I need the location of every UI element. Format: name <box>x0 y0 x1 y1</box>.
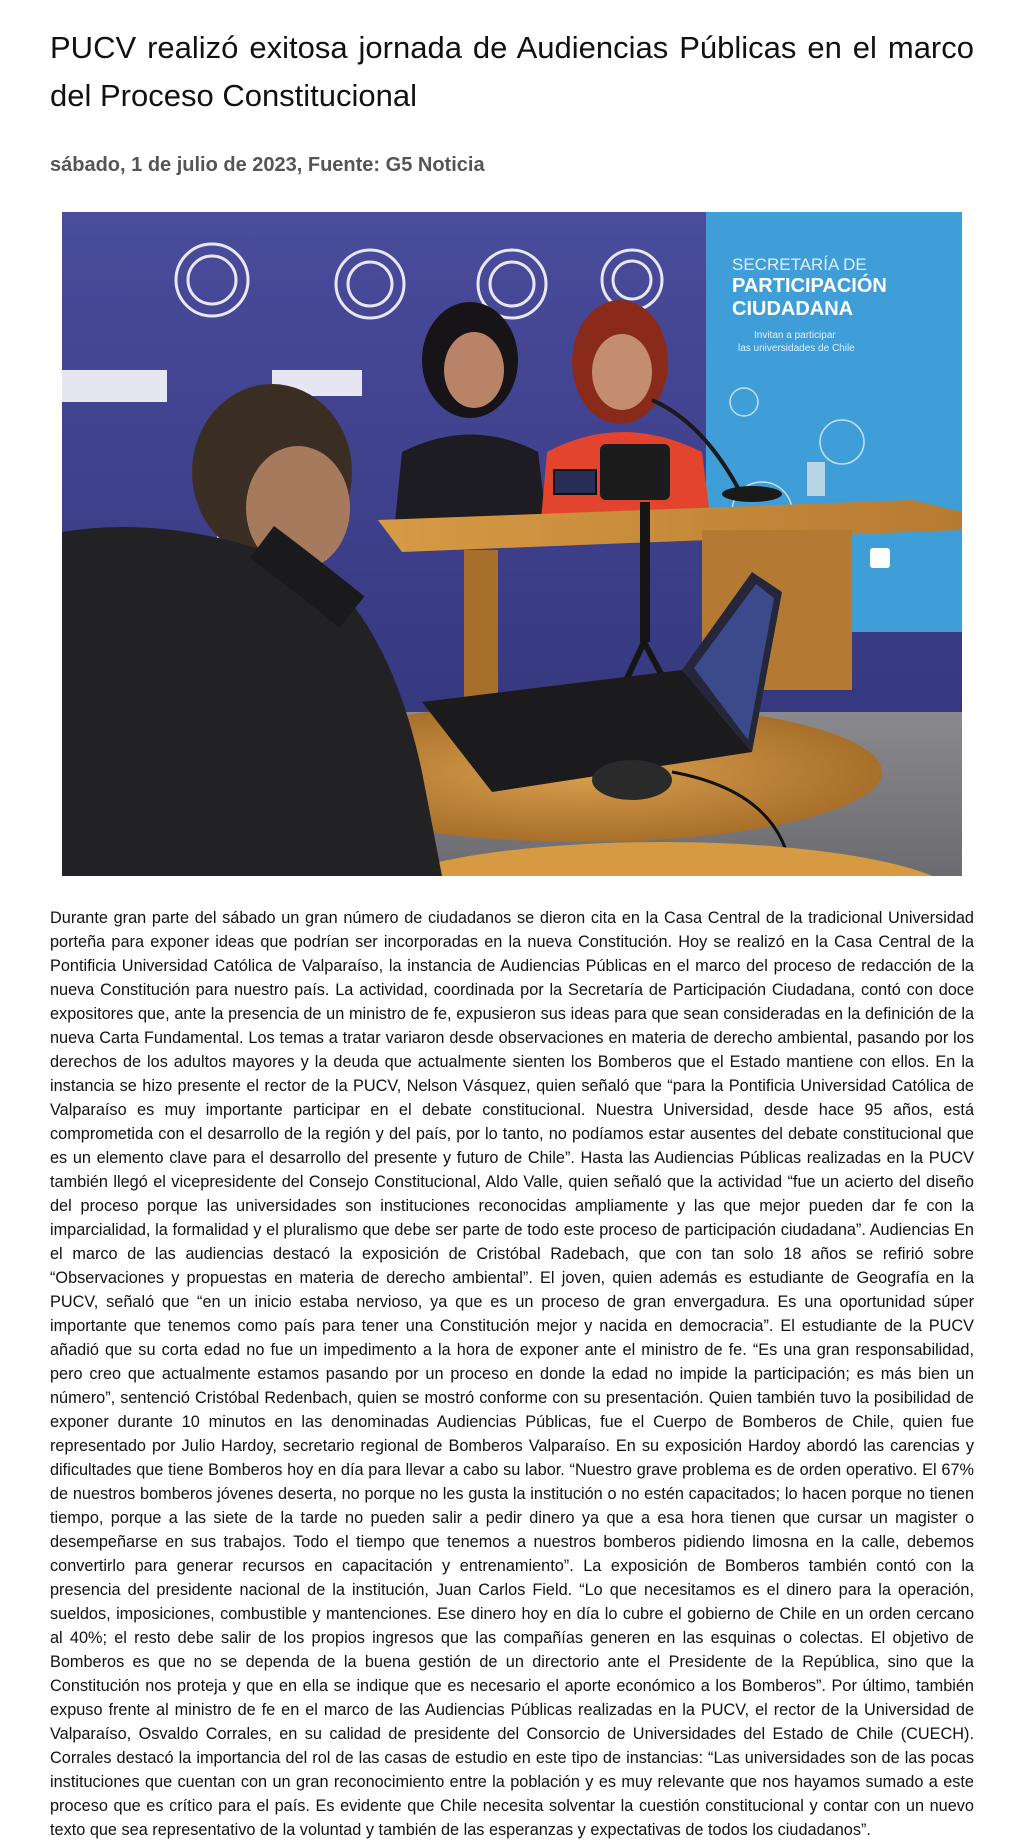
banner-line-3: CIUDADANA <box>732 298 854 320</box>
article-photo <box>62 212 962 876</box>
banner-sub-2: las universidades de Chile <box>738 343 855 354</box>
article-body: Durante gran parte del sábado un gran número de ciudadanos se dieron cita en la Casa Central de la tradicional Universidad porteña para exponer ideas que podrían ser incorporadas en la nueva Constitución. Hoy se realizó en la Casa Central de la Pontificia Universidad Católica de Valparaíso, la instancia de Audiencias Públicas en el marco del proceso de redacción de la nueva Constitución para nuestro país. La actividad, coordinada por la Secretaría de Participación Ciudadana, contó con doce expositores que, ante la presencia de un ministro de fe, expusieron sus ideas para que sean consideradas en la definición de la nueva Carta Fundamental. Los temas a tratar variaron desde observaciones en materia de derecho ambiental, pasando por los derechos de los adultos mayores y la deuda que actualmente sienten los Bomberos que el Estado mantiene con ellos. En la instancia se hizo presente el rector de la PUCV, Nelson Vásquez, quien señaló que “para la Pontificia Universidad Católica de Valparaíso es muy importante participar en el debate constitucional. Nuestra Universidad, desde hace 95 años, está comprometida con el desarrollo de la región y del país, por lo tanto, no podíamos estar ausentes del debate constitucional que es un elemento clave para el desarrollo del presente y futuro de Chile”. Hasta las Audiencias Públicas realizadas en la PUCV también llegó el vicepresidente del Consejo Constitucional, Aldo Valle, quien señaló que la actividad “fue un acierto del diseño del proceso porque las universidades son instituciones reconocidas ampliamente y las que mejor pueden dar fe con la imparcialidad, la formalidad y el pluralismo que debe ser parte de todo este proceso de participación ciudadana”. Audiencias En el marco de las audiencias destacó la exposición de Cristóbal Radebach, que con tan solo 18 años se refirió sobre “Observaciones y propuestas en materia de derecho ambiental”. El joven, quien además es estudiante de Geografía en la PUCV, señaló que “en un inicio estaba nervioso, ya que es un proceso de gran envergadura. Es una oportunidad súper importante que tenemos como país para tener una Constitución mejor y nacida en democracia”. El estudiante de la PUCV añadió que su corta edad no fue un impedimento a la hora de exponer ante el ministro de fe. “Es una gran responsabilidad, pero creo que actualmente estamos pasando por un proceso en donde la edad no impide la participación; es más bien un número”, sentenció Cristóbal Redenbach, quien se mostró conforme con su presentación. Quien también tuvo la posibilidad de exponer durante 10 minutos en las denominadas Audiencias Públicas, fue el Cuerpo de Bomberos de Chile, quien fue representado por Julio Hardoy, secretario regional de Bomberos Valparaíso. En su exposición Hardoy abordó las carencias y dificultades que tiene Bomberos hoy en día para llevar a cabo su labor. “Nuestro grave problema es de orden operativo. El 67% de nuestros bomberos jóvenes deserta, no porque no les gusta la institución o no estén capacitados; lo hacen porque no tienen tiempo, porque a las siete de la tarde no pueden salir a pedir dinero ya que a esa hora tienen que cursar un magister o desempeñarse en sus trabajos. Todo el tiempo que tenemos a nuestros bomberos pidiendo limosna en la calle, debemos convertirlo para generar recursos en capacitación y entrenamiento”. La exposición de Bomberos también contó con la presencia del presidente nacional de la institución, Juan Carlos Field. “Lo que necesitamos es el dinero para la operación, sueldos, imposiciones, combustible y mantenciones. Ese dinero hoy en día lo cubre el gobierno de Chile en un orden cercano al 40%; el resto debe salir de los propios ingresos que las compañías generen en las esquinas o colectas. El objetivo de Bomberos es que no se dependa de la buena gestión de un directorio ante el Presidente de la República, sino que la Constitución nos proteja y que en ella se indique que es necesario el aporte económico a los Bomberos”. Por último, también expuso frente al ministro de fe en el marco de las Audiencias Públicas realizadas en la PUCV, el rector de la Universidad de Valparaíso, Osvaldo Corrales, en su calidad de presidente del Consorcio de Universidades del Estado de Chile (CUECH). Corrales destacó la importancia del rol de las casas de estudio en este tipo de instancias: “Las universidades son de las pocas instituciones que cuentan con un gran reconocimiento entre la población y es muy relevante que nos hayamos sumado a este proceso que es crítico para el país. Es evidente que Chile necesita solventar la cuestión constitucional y contar con un nuevo texto que sea representativo de la voluntad y también de las esperanzas y expectativas de todos los ciudadanos”. <box>50 909 974 1839</box>
article <box>50 0 974 1839</box>
linkedin-icon <box>870 548 890 568</box>
photo-scene <box>62 212 962 876</box>
banner-line-1: SECRETARÍA DE <box>732 255 867 274</box>
camera <box>600 444 670 500</box>
banner-line-2: PARTICIPACIÓN <box>732 275 887 297</box>
computer-mouse <box>592 760 672 800</box>
banner-sub-1: Invitan a participar <box>754 330 836 341</box>
article-title: PUCV realizó exitosa jornada de Audiencias Públicas en el marco del Proceso Constitucional <box>50 30 974 113</box>
article-meta: sábado, 1 de julio de 2023, Fuente: G5 Noticia <box>50 154 485 176</box>
